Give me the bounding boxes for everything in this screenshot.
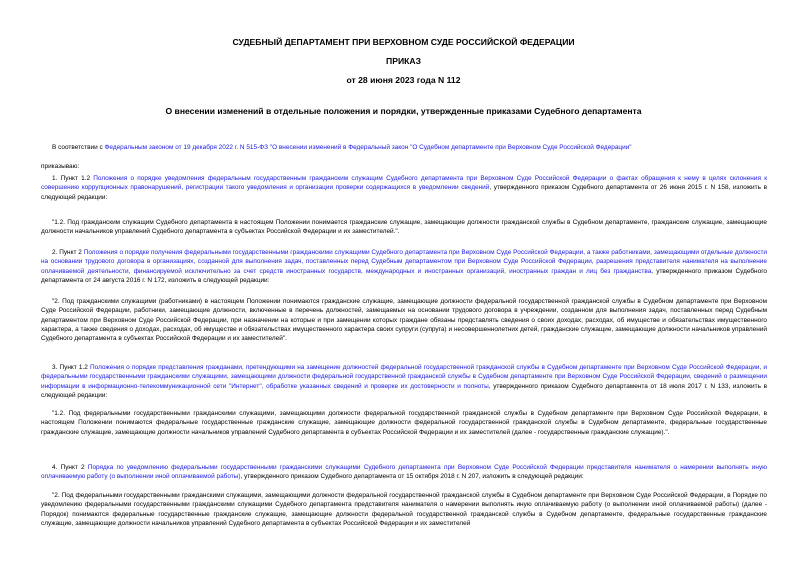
item-2-post: , утвержденного приказом Судебного департамента от 24 августа 2016 г. N 172, изложить в следующей редакции: — [41, 267, 767, 284]
item-2 — [41, 248, 767, 285]
item-3-pre: 3. Пункт 1.2 — [52, 364, 91, 371]
item-1-link[interactable]: Положения о порядке уведомления федеральным государственным гражданским служащим Судебного департамента при Верховном Суде Российской Федерации о фактах обращения к нему в целях склонения к совершению коррупционных правонарушений, регистрации такого уведомления и организации проверки содержащихся в уведомлении сведений — [41, 175, 768, 192]
preamble — [41, 143, 767, 152]
doc-date: от 28 июня 2023 года N 112 — [346, 75, 461, 85]
item-4-pre: 4. Пункт 2 — [52, 464, 88, 471]
org-title: СУДЕБНЫЙ ДЕПАРТАМЕНТ ПРИ ВЕРХОВНОМ СУДЕ РОССИЙСКОЙ ФЕДЕРАЦИИ — [232, 37, 575, 47]
item-2-pre: 2. Пункт 2 — [52, 249, 84, 256]
item-3-quote: "1.2. Под федеральными государственными гражданскими служащими, замещающими должности федеральной государственной гражданской службы в Судебном департаменте при Верховном Суде Российской Федерации, в настоящем Положении понимаются федеральные государственные гражданские служащие, замещающие должности федеральной государственной гражданской службы в Судебном департаменте, федеральные государственные гражданские служащие, замещающие должности начальников управлений Судебного департамента в субъектах Российской Федерации и их заместителей (далее - государственные гражданские служащие).". — [41, 410, 767, 436]
item-2-link[interactable]: Положения о порядке получения федеральными государственными гражданскими служащими Судебного департамента при Верховном Суде Российской Федерации, а также работниками, замещающими отдельные должности на основании трудового договора в организациях, созданной для выполнения задач, поставленных перед Судебным департаментом при Верховном Суде Российской Федерации, разрешения представителя нанимателя на выполнение оплачиваемой деятельности, финансируемой исключительно за счет средств иностранных государств, международных и иностранных организаций, иностранных граждан и лиц без гражданства — [41, 249, 767, 275]
item-2-quote: "2. Под гражданскими служащими (работниками) в настоящем Положении понимаются гражданские служащие, замещающие должности федеральной государственной гражданской службы в Судебном департаменте при Верховном Суде Российской Федерации, работники, замещающие должности, включенные в перечень должностей, замещаемых на основании трудового договора в учреждении, созданном для выполнения задач, поставленных перед Судебным департаментом при Верховном Суде Российской Федерации, при назначении на которые и при замещении которых граждане обязаны представлять сведения о своих доходах, расходах, об имуществе и обязательствах имущественного характера, а также сведения о доходах, расходах, об имуществе и обязательствах имущественного характера своих супруги (супруга) и несовершеннолетних детей, гражданские служащие, замещающие должности начальников управлений Судебного департамента в субъектах Российской Федерации и их заместителей". — [41, 298, 767, 343]
item-1-post: , утвержденного приказом Судебного департамента от 26 июня 2015 г. N 158, изложить в следующей редакции: — [41, 184, 767, 201]
item-1 — [41, 174, 767, 202]
item-3-link[interactable]: Положения о порядке представления гражданами, претендующими на замещение должностей федеральной государственной гражданской службы в Судебном департаменте при Верховном Суде Российской Федерации, и федеральными государственными гражданскими служащими, замещающими должности федеральной государственной гражданской службы в Судебном департаменте при Верховном Суде Российской Федерации, сведений о размещении информации в информационно-телекоммуникационной сети "Интернет", обработке указанных сведений и проверке их достоверности и полноты — [41, 364, 768, 390]
item-4-post: , утвержденного приказом Судебного департамента от 15 октября 2018 г. N 207, изложить в следующей редакции: — [240, 473, 584, 481]
order-word: приказываю: — [41, 163, 80, 170]
item-3-post: , утвержденного приказом Судебного департамента от 18 июля 2017 г. N 133, изложить в следующей редакции: — [41, 382, 767, 399]
item-4-quote: "2. Под федеральными государственными гражданскими служащими, замещающими должности федеральной государственной гражданской службы в Судебном департаменте при Верховном Суде Российской Федерации, в Порядке по уведомлению федеральными государственными гражданскими служащими Судебного департамента представителя нанимателя о намерении выполнять иную оплачиваемую работу (о выполнении иной оплачиваемой работы) (далее - Порядок) понимаются федеральные государственные гражданские служащие, замещающие должности федеральной государственной гражданской службы в Судебном департаменте, федеральные государственные гражданские служащие, замещающие должности начальников управлений Судебного департамента в субъектах Российской Федерации и их заместителей — [41, 492, 767, 527]
item-4 — [41, 463, 767, 482]
preamble-law-link[interactable]: Федеральным законом от 19 декабря 2022 г. N 515-ФЗ "О внесении изменений в Федеральный закон "О Судебном департаменте при Верховном Суде Российской Федерации" — [104, 144, 632, 151]
preamble-pre: В соответствии с — [52, 144, 105, 151]
item-3 — [41, 363, 767, 400]
item-1-quote: "1.2. Под гражданским служащим Судебного департамента в настоящем Положении понимается гражданские служащие, замещающие должности гражданской службы в Судебном департаменте, гражданские служащие, замещающие должности начальников управлений Судебного департамента в субъектах Российской Федерации и их заместителей.". — [41, 219, 767, 236]
doc-type: ПРИКАЗ — [386, 56, 421, 66]
item-1-pre: 1. Пункт 1.2 — [52, 175, 94, 182]
doc-subject: О внесении изменений в отдельные положения и порядки, утвержденные приказами Судебного департамента — [165, 106, 642, 116]
item-4-link[interactable]: Порядка по уведомлению федеральными государственными гражданскими служащими Судебного департамента при Верховном Суде Российской Федерации представителя нанимателя о намерении выполнять иную оплачиваемую работу (о выполнении иной оплачиваемой работы) — [41, 464, 767, 481]
